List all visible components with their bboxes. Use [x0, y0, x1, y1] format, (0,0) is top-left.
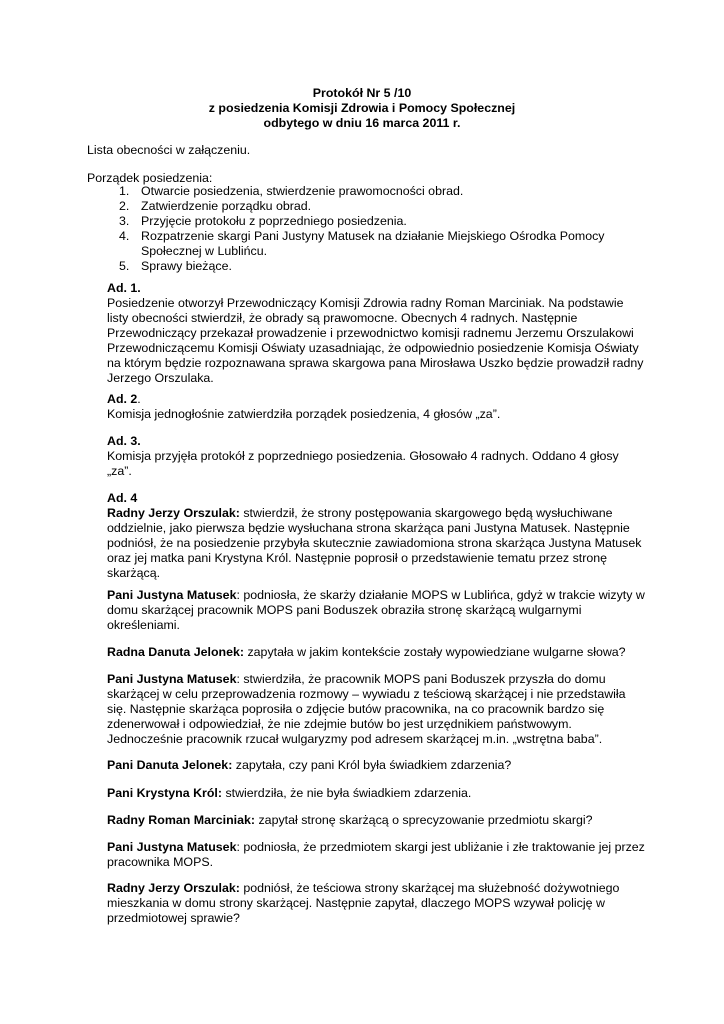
paragraph-line: określeniami. — [107, 618, 180, 632]
statement-text: : podniosła, że przedmiotem skargi jest ubliżanie i złe traktowanie jej przez — [236, 840, 645, 854]
paragraph-line — [107, 672, 652, 687]
statement-text: : podniosła, że skarży działanie MOPS w Lublińca, gdyż w trakcie wizyty w — [236, 588, 645, 602]
speaker-name: Pani Justyna Matusek — [107, 588, 237, 602]
statement-text: : stwierdziła, że pracownik MOPS pani Boduszek przyszła do domu — [236, 672, 606, 686]
paragraph-line: podniósł, że na posiedzenie przybyła skutecznie zawiadomiona strona skarżąca Justyna Matusek — [107, 536, 642, 550]
section-heading: Ad. 1. — [107, 281, 141, 295]
agenda-item-text: Zatwierdzenie porządku obrad. — [141, 199, 312, 213]
statement-paragraph — [107, 758, 652, 773]
statement-text: podniósł, że teściowa strony skarżącej ma służebność dożywotniego — [239, 881, 620, 895]
paragraph-line: skarżącej w celu przeprowadzenia rozmowy – wywiadu z teściową skarżącej i nie przedstawiła — [107, 687, 626, 701]
paragraph-line — [107, 840, 652, 855]
speaker-name: Radny Jerzy Orszulak: — [107, 506, 240, 520]
speaker-name: Pani Justyna Matusek — [107, 672, 237, 686]
speaker-name: Pani Justyna Matusek — [107, 840, 237, 854]
agenda-item-continuation: Społecznej w Lublińcu. — [141, 244, 268, 258]
paragraph-line — [107, 506, 652, 521]
paragraph-line — [107, 786, 652, 801]
agenda-item-text: Otwarcie posiedzenia, stwierdzenie prawomocności obrad. — [141, 184, 464, 198]
paragraph-line: Komisja jednogłośnie zatwierdziła porządek posiedzenia, 4 głosów „za”. — [107, 407, 501, 421]
paragraph-line: oddzielnie, jako pierwsza będzie wysłuchana strona skarżąca pani Justyna Matusek. Następnie — [107, 521, 630, 535]
section-ad1 — [107, 281, 652, 386]
agenda-item — [119, 214, 619, 229]
paragraph-line: Przewodniczącemu Komisji Oświaty uzasadniając, że odpowiednio posiedzenie Komisja Oświaty — [107, 341, 639, 355]
section-heading: Ad. 3. — [107, 434, 141, 448]
section-ad2 — [107, 392, 652, 422]
paragraph-line: przedmiotowej sprawie? — [107, 911, 240, 925]
paragraph-line: pracownika MOPS. — [107, 855, 214, 869]
statement-paragraph — [107, 672, 652, 747]
agenda-item-number: 1. — [119, 184, 130, 198]
title-line-1: Protokół Nr 5 /10 — [312, 86, 412, 100]
agenda-item-text: Przyjęcie protokołu z poprzedniego posiedzenia. — [141, 214, 407, 228]
paragraph-line: Jerzego Orszulaka. — [107, 371, 214, 385]
attendance-note: Lista obecności w załączeniu. — [87, 143, 251, 157]
agenda-item — [119, 199, 619, 214]
paragraph-line: Przewodniczący przekazał prowadzenie i przewodnictwo komisji radnemu Jerzemu Orszulakowi — [107, 326, 634, 340]
statement-paragraph — [107, 588, 652, 633]
agenda-heading: Porządek posiedzenia: — [87, 171, 213, 185]
statement-paragraph — [107, 840, 652, 870]
statement-text: zapytała w jakim kontekście zostały wypowiedziane wulgarne słowa? — [244, 645, 626, 659]
agenda-item — [119, 184, 619, 199]
paragraph-line — [107, 588, 652, 603]
statement-paragraph — [107, 813, 652, 828]
agenda-item-number: 2. — [119, 199, 130, 213]
title-line-3: odbytego w dniu 16 marca 2011 r. — [263, 116, 461, 130]
paragraph-line: oraz jej matka pani Krystyna Król. Następnie poprosił o przedstawienie tematu przez stronę — [107, 551, 607, 565]
statement-text: stwierdziła, że nie była świadkiem zdarzenia. — [222, 786, 472, 800]
paragraph-line: domu skarżącej pracownik MOPS pani Boduszek obraziła stronę skarżącą wulgarnymi — [107, 603, 582, 617]
paragraph-line — [107, 813, 652, 828]
agenda-item-number: 5. — [119, 259, 130, 273]
section-ad4 — [107, 491, 652, 581]
agenda-item-number: 3. — [119, 214, 130, 228]
paragraph-line — [107, 758, 652, 773]
paragraph-line — [107, 645, 652, 660]
agenda-item-text: Sprawy bieżące. — [141, 259, 232, 273]
paragraph-line — [107, 881, 652, 896]
speaker-name: Radny Roman Marciniak: — [107, 813, 256, 827]
agenda-item-text: Rozpatrzenie skargi Pani Justyny Matusek na działanie Miejskiego Ośrodka Pomocy — [141, 229, 605, 243]
statement-text: stwierdził, że strony postępowania skargowego będą wysłuchiwane — [239, 506, 613, 520]
document-title — [0, 86, 724, 131]
speaker-name: Radna Danuta Jelonek: — [107, 645, 245, 659]
paragraph-line: na którym będzie rozpoznawana sprawa skargowa pana Mirosława Uszko będzie prowadził radny — [107, 356, 644, 370]
paragraph-line: listy obecności stwierdził, że obrady są prawomocne. Obecnych 4 radnych. Następnie — [107, 311, 578, 325]
paragraph-line: Komisja przyjęła protokół z poprzedniego posiedzenia. Głosowało 4 radnych. Oddano 4 głosy — [107, 449, 619, 463]
agenda-list — [119, 184, 619, 274]
paragraph-line: zdenerwował i odpowiedział, że nie zdejmie butów bo jest urzędnikiem państwowym. — [107, 717, 572, 731]
title-line-2: z posiedzenia Komisji Zdrowia i Pomocy Społecznej — [208, 101, 516, 115]
statement-paragraph — [107, 786, 652, 801]
paragraph-line: mieszkania w domu strony skarżącej. Następnie zapytał, dlaczego MOPS wzywał policję w — [107, 896, 605, 910]
speaker-name: Pani Danuta Jelonek: — [107, 758, 233, 772]
statement-text: zapytał stronę skarżącą o sprecyzowanie przedmiotu skargi? — [255, 813, 593, 827]
paragraph-line: „za”. — [107, 464, 132, 478]
section-heading: Ad. 4 — [107, 491, 138, 505]
paragraph-line: się. Następnie skarżąca poprosiła o zdjęcie butów pracownika, na co pracownik bardzo się — [107, 702, 605, 716]
section-heading-dot: . — [137, 392, 141, 406]
statement-paragraph — [107, 645, 652, 660]
speaker-name: Radny Jerzy Orszulak: — [107, 881, 240, 895]
paragraph-line: Jednocześnie pracownik rzucał wulgaryzmy pod adresem skarżącej m.in. „wstrętna baba”. — [107, 732, 603, 746]
section-heading: Ad. 2 — [107, 392, 138, 406]
agenda-item — [119, 229, 619, 244]
statement-paragraph — [107, 881, 652, 926]
speaker-name: Pani Krystyna Król: — [107, 786, 222, 800]
section-ad3 — [107, 434, 652, 479]
statement-text: zapytała, czy pani Król była świadkiem zdarzenia? — [232, 758, 512, 772]
agenda-item-number: 4. — [119, 229, 130, 243]
paragraph-line: Posiedzenie otworzył Przewodniczący Komisji Zdrowia radny Roman Marciniak. Na podstawie — [107, 296, 624, 310]
paragraph-line: skarżącą. — [107, 566, 161, 580]
agenda-item — [119, 259, 619, 274]
